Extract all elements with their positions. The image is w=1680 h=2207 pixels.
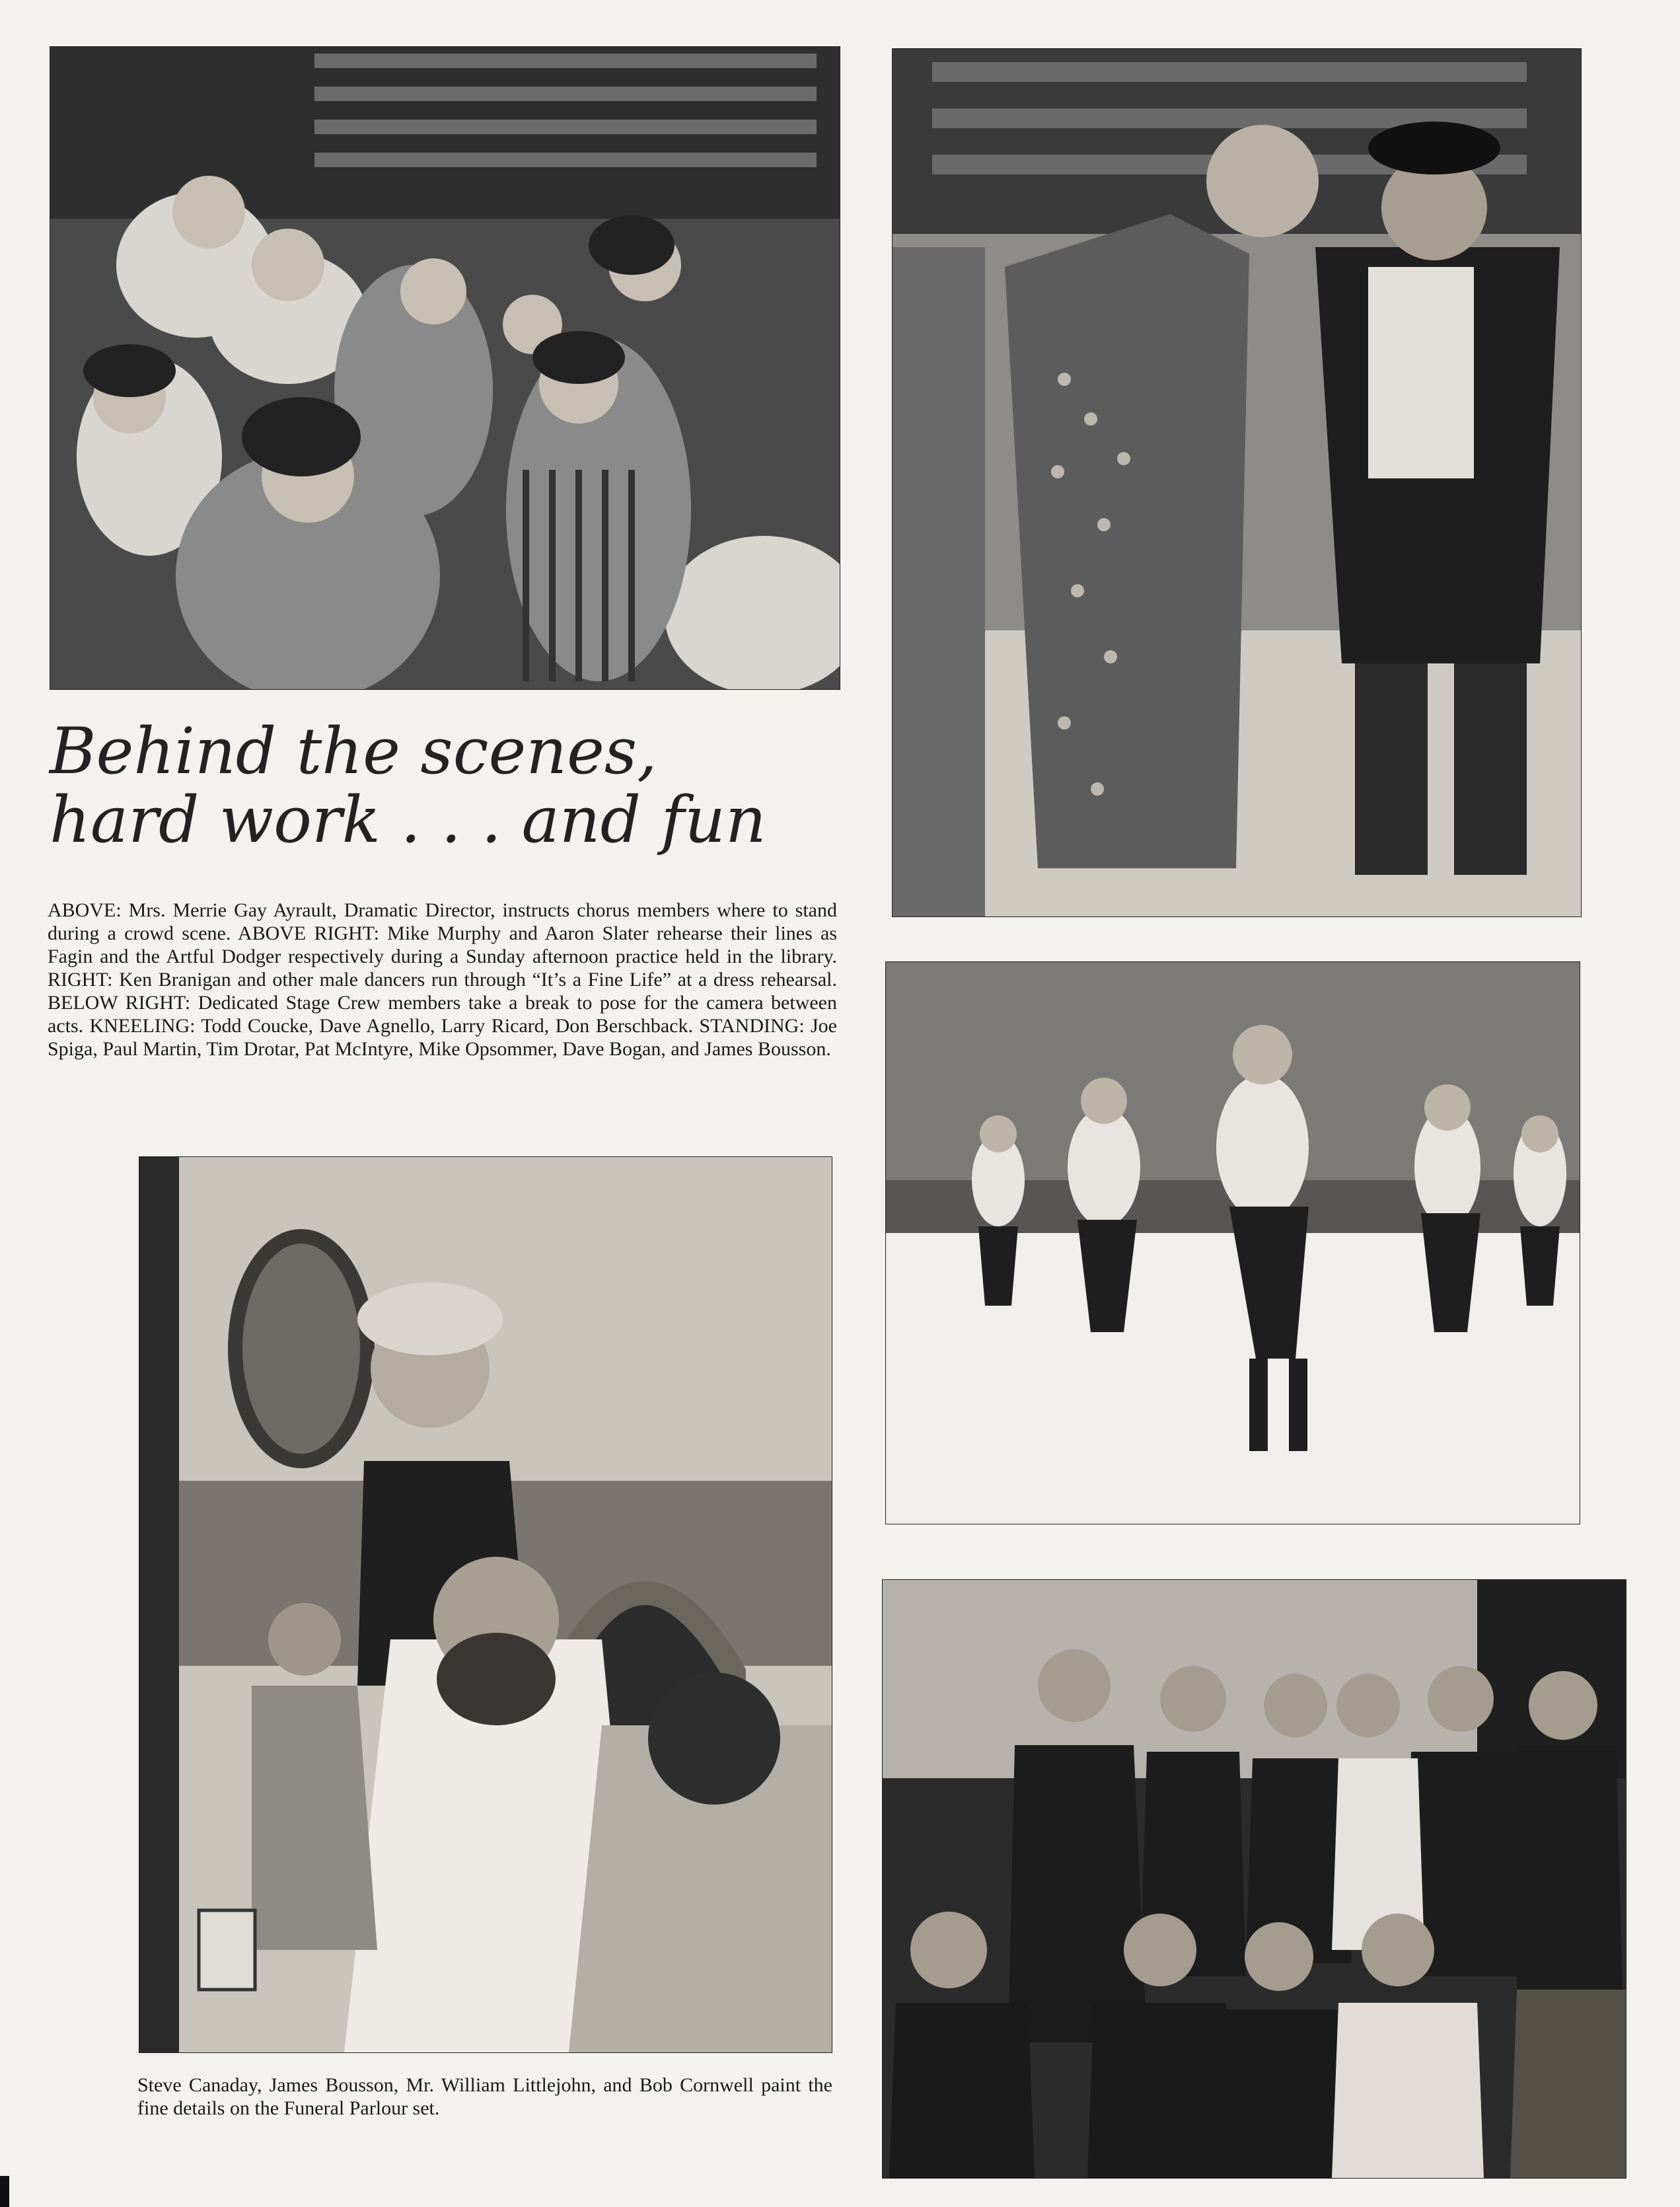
- photo-dancers-graphic: [886, 962, 1580, 1524]
- page-edge-mark: [0, 2176, 9, 2207]
- photo-crew-graphic: [883, 1580, 1626, 2178]
- photo-paint-graphic: [139, 1157, 832, 2052]
- photo-painting-set: [139, 1156, 832, 2053]
- main-caption: ABOVE: Mrs. Merrie Gay Ayrault, Dramatic Director, instructs chorus members where to stand during a crowd scene. ABOVE RIGHT: Mike Murphy and Aaron Slater rehearse their lines as Fagin and the Artful Dodger respectively during a Sunday afternoon practice held in the library. RIGHT: Ken Branigan and other male dancers run through “It’s a Fine Life” at a dress rehearsal. BELOW RIGHT: Dedicated Stage Crew members take a break to pose for the camera between acts. KNEELING: Todd Coucke, Dave Agnello, Larry Ricard, Don Berschback. STANDING: Joe Spiga, Paul Martin, Tim Drotar, Pat McIntyre, Mike Opsommer, Dave Bogan, and James Bousson.: [48, 899, 837, 1060]
- painting-caption: Steve Canaday, James Bousson, Mr. William Littlejohn, and Bob Cornwell paint the fine details on the Funeral Parlour set.: [137, 2074, 832, 2119]
- headline-line-1: Behind the scenes,: [50, 714, 657, 788]
- photo-chorus-graphic: [50, 47, 840, 689]
- page-headline: [50, 714, 842, 857]
- photo-stage-crew-group: [882, 1579, 1626, 2179]
- photo-chorus-crowd-scene: [50, 46, 840, 690]
- headline-line-2: hard work . . . and fun: [50, 783, 766, 857]
- photo-dancers-rehearsal: [885, 961, 1580, 1524]
- photo-fagin-and-dodger: [892, 48, 1582, 917]
- photo-fagin-graphic: [893, 49, 1581, 916]
